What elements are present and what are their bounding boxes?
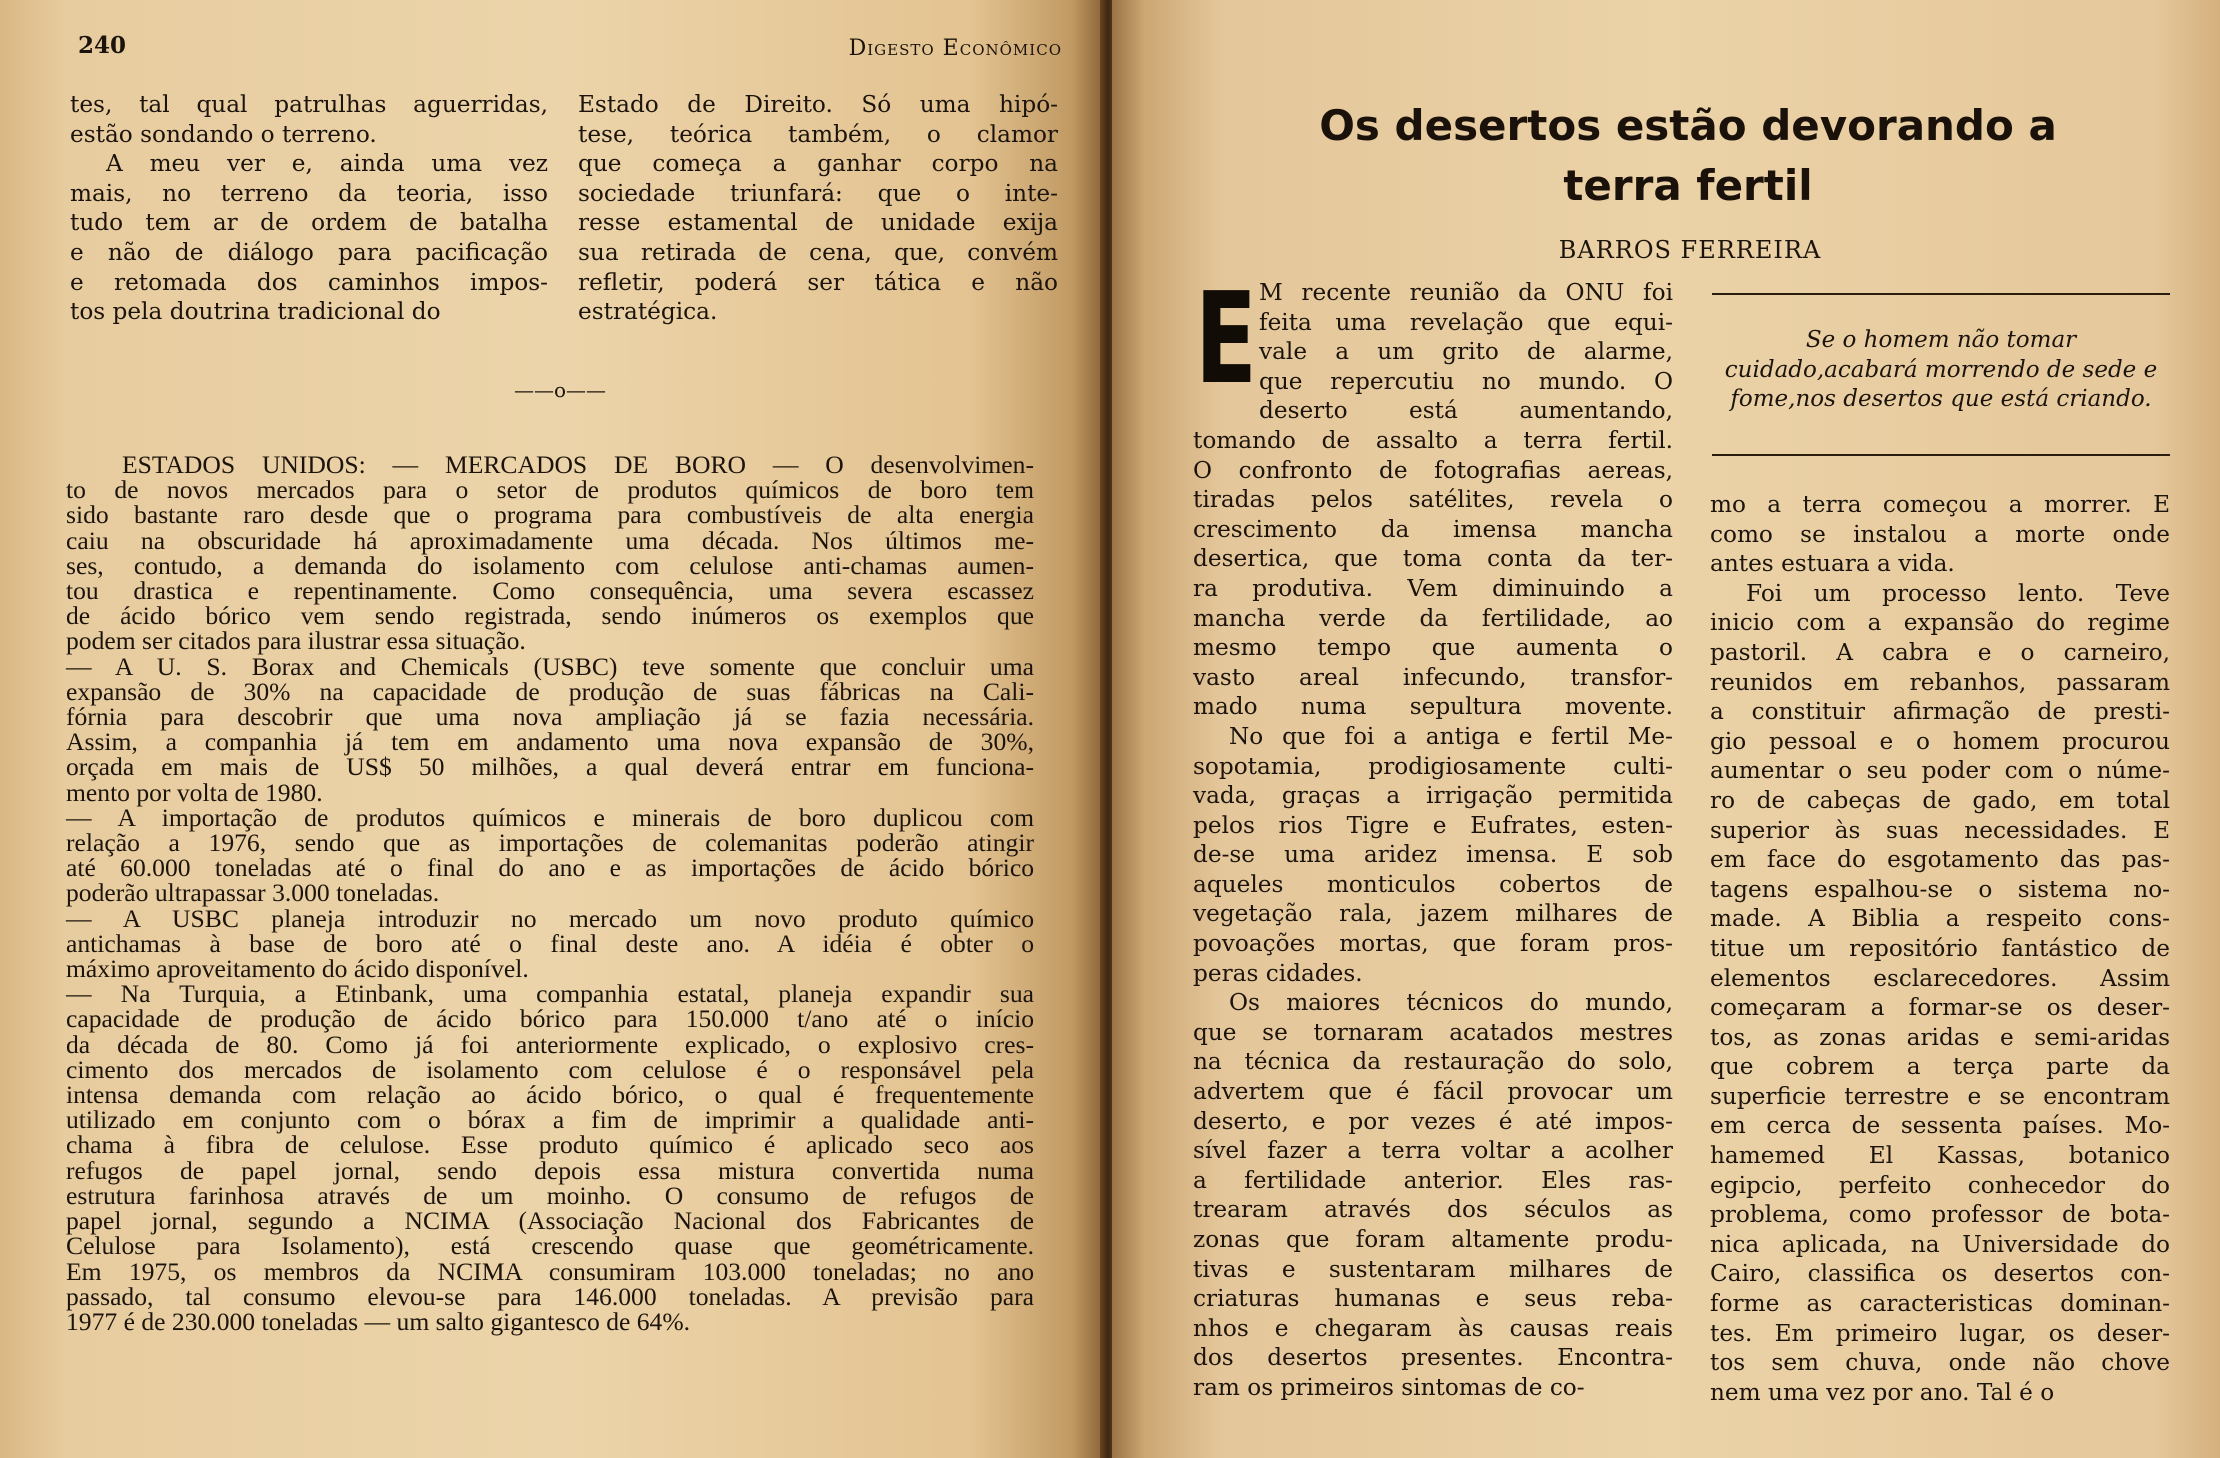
text-line: antichamas à base de boro até o final deste ano. A idéia é obter o (66, 928, 1034, 958)
text-line: forme as caracteristicas dominan- (1710, 1290, 2170, 1318)
left-page (0, 0, 1104, 1458)
text-line: Os maiores técnicos do mundo, (1229, 989, 1673, 1017)
text-line: estão sondando o terreno. (70, 120, 377, 148)
text-line: Cairo, classifica os desertos con- (1710, 1260, 2170, 1288)
text-line: nica aplicada, na Universidade do (1710, 1230, 2170, 1258)
text-line: deserto, e por vezes é até impos- (1193, 1107, 1673, 1135)
text-line: a constituir afirmação de presti- (1710, 698, 2170, 726)
text-line: elementos esclarecedores. Assim (1710, 964, 2170, 992)
text-line: hamemed El Kassas, botanico (1710, 1142, 2170, 1170)
text-line: trearam através dos séculos as (1193, 1196, 1673, 1224)
text-line: estrutura farinhosa através de um moinho. O consumo de refugos de (66, 1180, 1034, 1210)
text-line: — A U. S. Borax and Chemicals (USBC) teve somente que concluir uma (66, 651, 1034, 681)
article-column-2 (1710, 490, 2170, 1407)
text-line: superficie terrestre e se encontram (1710, 1082, 2170, 1110)
text-line: começaram a formar-se os deser- (1710, 994, 2170, 1022)
text-line: Se o homem não tomar cuidado, (1724, 327, 2077, 383)
pullquote-rule-top (1712, 293, 2170, 295)
text-line: mesmo tempo que aumenta o (1193, 634, 1673, 662)
text-line: vegetação rala, jazem milhares de (1193, 900, 1673, 928)
text-line: crescimento da imensa mancha (1193, 515, 1673, 543)
text-line: refletir, poderá ser tática e não (578, 268, 1058, 296)
text-line: tese, teórica também, o clamor (578, 120, 1058, 148)
text-line: utilizado em conjunto com o bórax a fim de imprimir a qualidade anti- (66, 1105, 1034, 1135)
text-line: estratégica. (578, 298, 718, 326)
text-line: titue um repositório fantástico de (1710, 934, 2170, 962)
pullquote-rule-bottom (1712, 454, 2170, 456)
text-line: dos desertos presentes. Encontra- (1193, 1344, 1673, 1372)
text-line: tes. Em primeiro lugar, os deser- (1710, 1319, 2170, 1347)
text-line: podem ser citados para ilustrar essa situação. (66, 626, 526, 656)
text-line: sido bastante raro desde que o programa para combustíveis de alta energia (66, 500, 1034, 530)
text-line: pastoril. A cabra e o carneiro, (1710, 638, 2170, 666)
section-separator: ——o—— (513, 378, 607, 402)
text-line: ESTADOS UNIDOS: — MERCADOS DE BORO — O desenvolvimen- (122, 450, 1034, 479)
text-line: criaturas humanas e seus reba- (1193, 1285, 1673, 1313)
text-line: mancha verde da fertilidade, ao (1193, 604, 1673, 632)
text-line: tos sem chuva, onde não chove (1710, 1349, 2170, 1377)
text-line: capacidade de produção de ácido bórico para 150.000 t/ano até o início (66, 1004, 1034, 1034)
text-line: que se tornaram acatados mestres (1193, 1018, 1673, 1046)
text-line: em face do esgotamento das pas- (1710, 846, 2170, 874)
text-line: ram os primeiros sintomas de co- (1193, 1373, 1585, 1401)
article-title (1208, 96, 2168, 216)
text-line: Assim, a companhia já tem em andamento uma nova expansão de 30%, (66, 727, 1034, 757)
text-line: superior às suas necessidades. E (1710, 816, 2170, 844)
text-line: nem uma vez por ano. Tal é o (1710, 1378, 2055, 1406)
text-line: nhos e chegaram às causas reais (1193, 1314, 1673, 1342)
text-line: tivas e sustentaram milhares de (1193, 1255, 1673, 1283)
text-line: M recente reunião da ONU foi (1259, 279, 1673, 306)
text-line: tagens espalhou-se o sistema no- (1710, 875, 2170, 903)
text-line: egipcio, perfeito conhecedor do (1710, 1171, 2170, 1199)
text-line: passado, tal consumo elevou-se para 146.000 toneladas. A previsão para (66, 1281, 1034, 1311)
text-line: aqueles monticulos cobertos de (1193, 870, 1673, 898)
text-line: em cerca de sessenta países. Mo- (1710, 1112, 2170, 1140)
text-line: vale a um grito de alarme, (1259, 338, 1673, 366)
text-line: tudo tem ar de ordem de batalha (70, 209, 548, 237)
text-line: tes, tal qual patrulhas aguerridas, (70, 91, 548, 118)
text-line: ses, contudo, a demanda do isolamento com celulose anti-chamas aumen- (66, 550, 1034, 580)
text-line: como se instalou a morte onde (1710, 520, 2170, 548)
text-line: caiu na obscuridade há aproximadamente uma década. Nos últimos me- (66, 525, 1034, 555)
text-line: gio pessoal e o homem procurou (1710, 727, 2170, 755)
text-line: tos pela doutrina tradicional do (70, 298, 441, 326)
left-column-2 (578, 90, 1058, 327)
text-line: que cobrem a terça parte da (1710, 1053, 2170, 1081)
text-line: sua retirada de cena, que, convém (578, 238, 1058, 266)
text-line: peras cidades. (1193, 959, 1363, 987)
left-column-1 (70, 90, 548, 327)
text-line: refugos de papel jornal, sendo depois essa mistura convertida numa (66, 1155, 1034, 1185)
text-line: sopotamia, prodigiosamente culti- (1193, 752, 1673, 780)
text-line: intensa demanda com relação ao ácido bórico, o qual é frequentemente (66, 1080, 1034, 1110)
text-line: tomando de assalto a terra fertil. (1193, 426, 1673, 454)
news-boro (66, 452, 1034, 1334)
article-title-line-2: terra fertil (1563, 161, 1813, 210)
text-line: — A USBC planeja introduzir no mercado um novo produto químico (66, 903, 1034, 933)
text-line: tiradas pelos satélites, revela o (1193, 486, 1673, 514)
text-line: ro de cabeças de gado, em total (1710, 786, 2170, 814)
text-line: povoações mortas, que foram pros- (1193, 930, 1673, 958)
text-line: resse estamental de unidade exija (578, 209, 1058, 237)
text-line: mado numa sepultura movente. (1193, 693, 1673, 721)
text-line: e não de diálogo para pacificação (70, 238, 548, 266)
text-line: tou drastica e repentinamente. Como consequência, uma severa escassez (66, 576, 1034, 606)
text-line: Em 1975, os membros da NCIMA consumiram 103.000 toneladas; no ano (66, 1256, 1034, 1286)
text-line: Foi um processo lento. Teve (1746, 579, 2170, 607)
text-line: poderão ultrapassar 3.000 toneladas. (66, 878, 440, 908)
text-line: — A importação de produtos químicos e minerais de boro duplicou com (66, 802, 1034, 832)
text-line: feita uma revelação que equi- (1259, 308, 1673, 336)
text-line: O confronto de fotografias aereas, (1193, 456, 1673, 484)
text-line: Estado de Direito. Só uma hipó- (578, 91, 1058, 118)
text-line: na técnica da restauração do solo, (1193, 1048, 1673, 1076)
text-line: zonas que foram altamente produ- (1193, 1226, 1673, 1253)
text-line: até 60.000 toneladas até o final do ano e as importações de ácido bórico (66, 853, 1034, 883)
text-line: mento por volta de 1980. (66, 777, 323, 807)
text-line: 1977 é de 230.000 toneladas — um salto gigantesco de 64%. (66, 1306, 691, 1336)
text-line: aumentar o seu poder com o núme- (1710, 757, 2170, 785)
text-line: papel jornal, segundo a NCIMA (Associação Nacional dos Fabricantes de (66, 1206, 1034, 1236)
text-line: nos desertos que está criando. (1795, 386, 2152, 412)
text-line: que começa a ganhar corpo na (578, 150, 1058, 178)
page-number: 240 (78, 32, 127, 59)
text-line: reunidos em rebanhos, passaram (1710, 668, 2170, 696)
text-line: de-se uma aridez imensa. E sob (1193, 841, 1673, 869)
text-line: acabará morrendo de sede e fome, (1730, 356, 2158, 412)
text-line: vasto areal infecundo, transfor- (1193, 663, 1673, 691)
text-line: Celulose para Isolamento), está crescendo quase que geométricamente. (66, 1231, 1034, 1261)
text-line: mo a terra começou a morrer. E (1710, 491, 2170, 518)
text-line: desertica, que toma conta da ter- (1193, 545, 1673, 573)
text-line: deserto está aumentando, (1259, 397, 1673, 425)
running-head: Digesto Econômico (848, 36, 1062, 61)
text-line: a fertilidade anterior. Eles ras- (1193, 1166, 1673, 1194)
drop-cap: E (1195, 265, 1257, 412)
article-title-line-1: Os desertos estão devorando a (1319, 101, 2057, 150)
text-line: mais, no terreno da teoria, isso (70, 179, 548, 207)
text-line: fórnia para descobrir que uma nova ampliação já se fazia necessária. (66, 702, 1034, 732)
text-line: de ácido bórico vem sendo registrada, sendo inúmeros os exemplos que (66, 601, 1034, 631)
text-line: sível fazer a terra voltar a acolher (1193, 1137, 1673, 1165)
text-line: expansão de 30% na capacidade de produção de suas fábricas na Cali- (66, 676, 1034, 706)
text-line: máximo aproveitamento do ácido disponível. (66, 954, 529, 984)
text-line: ra produtiva. Vem diminuindo a (1193, 574, 1673, 602)
text-line: to de novos mercados para o setor de produtos químicos de boro tem (66, 475, 1034, 505)
text-line: cimento dos mercados de isolamento com celulose é o responsável pela (66, 1054, 1034, 1084)
text-line: problema, como professor de bota- (1710, 1201, 2170, 1229)
text-line: da década de 80. Como já foi anteriormente explicado, o explosivo cres- (66, 1029, 1034, 1059)
text-line: inicio com a expansão do regime (1710, 609, 2170, 637)
text-line: tos, as zonas aridas e semi-aridas (1710, 1023, 2170, 1051)
article-column-1 (1193, 265, 1673, 1403)
text-line: pelos rios Tigre e Eufrates, esten- (1193, 811, 1673, 839)
text-line: — Na Turquia, a Etinbank, uma companhia estatal, planeja expandir sua (66, 979, 1034, 1009)
text-line: antes estuara a vida. (1710, 550, 1955, 578)
text-line: vada, graças a irrigação permitida (1193, 782, 1673, 810)
text-line: chama à fibra de celulose. Esse produto químico é aplicado seco aos (66, 1130, 1034, 1160)
text-line: advertem que é fácil provocar um (1193, 1078, 1673, 1106)
text-line: sociedade triunfará: que o inte- (578, 179, 1058, 207)
article-byline: BARROS FERREIRA (1558, 236, 1822, 264)
text-line: orçada em mais de US$ 50 milhões, a qual deverá entrar em funciona- (66, 752, 1034, 782)
text-line: e retomada dos caminhos impos- (70, 268, 548, 296)
text-line: relação a 1976, sendo que as importações de colemanitas poderão atingir (66, 828, 1034, 858)
pullquote (1712, 326, 2170, 415)
text-line: No que foi a antiga e fertil Me- (1229, 722, 1673, 750)
text-line: made. A Biblia a respeito cons- (1710, 905, 2170, 933)
text-line: que repercutiu no mundo. O (1259, 367, 1673, 395)
text-line: A meu ver e, ainda uma vez (106, 150, 548, 178)
